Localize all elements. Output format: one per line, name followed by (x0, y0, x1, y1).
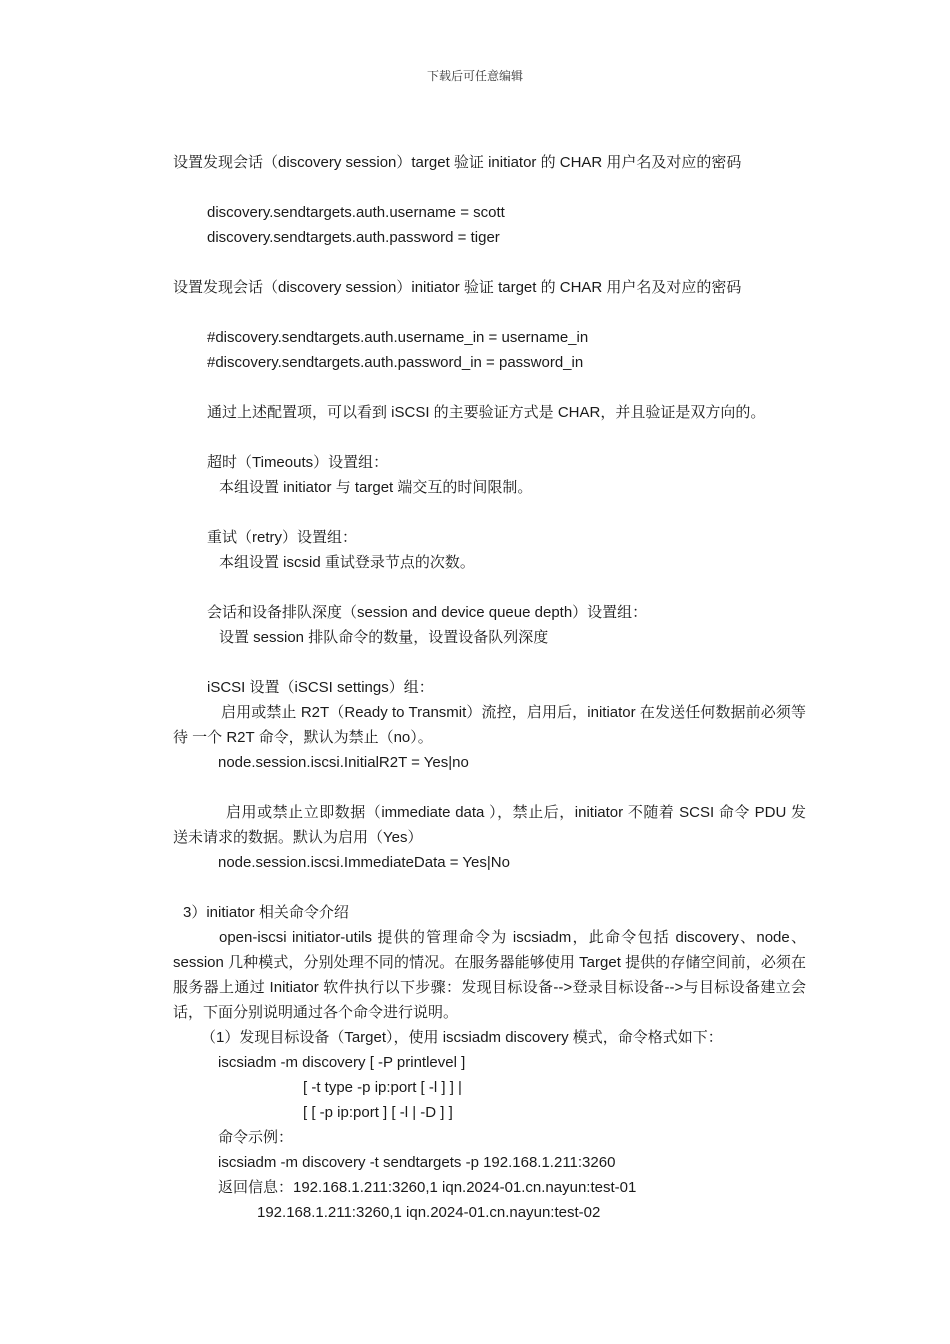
text-line: 启用或禁止立即数据（immediate data ），禁止后，initiator 不随着 SCSI 命令 PDU 发送未请求的数据。默认为启用（Yes） (173, 804, 806, 846)
text-line: 会话和设备排队深度（session and device queue depth）设置组： (207, 604, 648, 621)
text-line: 3）initiator 相关命令介绍 (183, 904, 349, 921)
text-line: 本组设置 initiator 与 target 端交互的时间限制。 (219, 479, 533, 496)
blank-line (173, 875, 806, 900)
blank-line (173, 425, 806, 450)
text-line: 设置发现会话（discovery session）target 验证 initiator 的 CHAR 用户名及对应的密码 (173, 154, 742, 171)
blank-line (173, 575, 806, 600)
blank-line (173, 500, 806, 525)
text-line: iscsiadm -m discovery [ -P printlevel ] (218, 1054, 466, 1071)
text-line: open-iscsi initiator-utils 提供的管理命令为 iscsiadm，此命令包括 discovery、node、session 几种模式，分别处理不同的情况。在服务器能够使用 Target 提供的存储空间前，必须在服务器上通过 Initiator 软件执行以下步骤：发现目标设备-->登录目标设备-->与目标设备建立会话，下面分别说明通过各个命令进行说明。 (173, 929, 806, 1021)
text-line: 通过上述配置项，可以看到 iSCSI 的主要验证方式是 CHAR，并且验证是双方向的。 (207, 404, 766, 421)
text-line: 设置 session 排队命令的数量，设置设备队列深度 (219, 629, 549, 646)
text-line: 启用或禁止 R2T（Ready to Transmit）流控，启用后，initiator 在发送任何数据前必须等待 一个 R2T 命令，默认为禁止（no）。 (173, 704, 806, 746)
text-line: 返回信息：192.168.1.211:3260,1 iqn.2024-01.cn.nayun:test-01 (218, 1179, 637, 1196)
text-line: 192.168.1.211:3260,1 iqn.2024-01.cn.nayun:test-02 (257, 1204, 601, 1221)
text-line: node.session.iscsi.InitialR2T = Yes|no (218, 754, 469, 771)
text-line: 重试（retry）设置组： (207, 529, 358, 546)
text-line: discovery.sendtargets.auth.password = tiger (207, 229, 500, 246)
text-line: node.session.iscsi.ImmediateData = Yes|No (218, 854, 510, 871)
text-line: [ -t type -p ip:port [ -l ] ] | (303, 1079, 462, 1096)
text-line: （1）发现目标设备（Target），使用 iscsiadm discovery 模式，命令格式如下： (201, 1029, 723, 1046)
text-line: 本组设置 iscsid 重试登录节点的次数。 (219, 554, 475, 571)
text-line: #discovery.sendtargets.auth.password_in = password_in (207, 354, 584, 371)
page-header: 下载后可任意编辑 (426, 69, 523, 83)
blank-line (173, 775, 806, 800)
text-line: 设置发现会话（discovery session）initiator 验证 target 的 CHAR 用户名及对应的密码 (173, 279, 742, 296)
blank-line (173, 650, 806, 675)
text-line: 超时（Timeouts）设置组： (207, 454, 389, 471)
text-line: discovery.sendtargets.auth.username = scott (207, 204, 505, 221)
blank-line (173, 375, 806, 400)
text-line: #discovery.sendtargets.auth.username_in = username_in (207, 329, 589, 346)
text-line: iscsiadm -m discovery -t sendtargets -p 192.168.1.211:3260 (218, 1154, 616, 1171)
document-body (173, 150, 806, 1225)
text-line: iSCSI 设置（iSCSI settings）组： (207, 679, 434, 696)
text-line: [ [ -p ip:port ] [ -l | -D ] ] (303, 1104, 453, 1121)
blank-line (173, 250, 806, 275)
text-line: 命令示例： (218, 1129, 294, 1146)
